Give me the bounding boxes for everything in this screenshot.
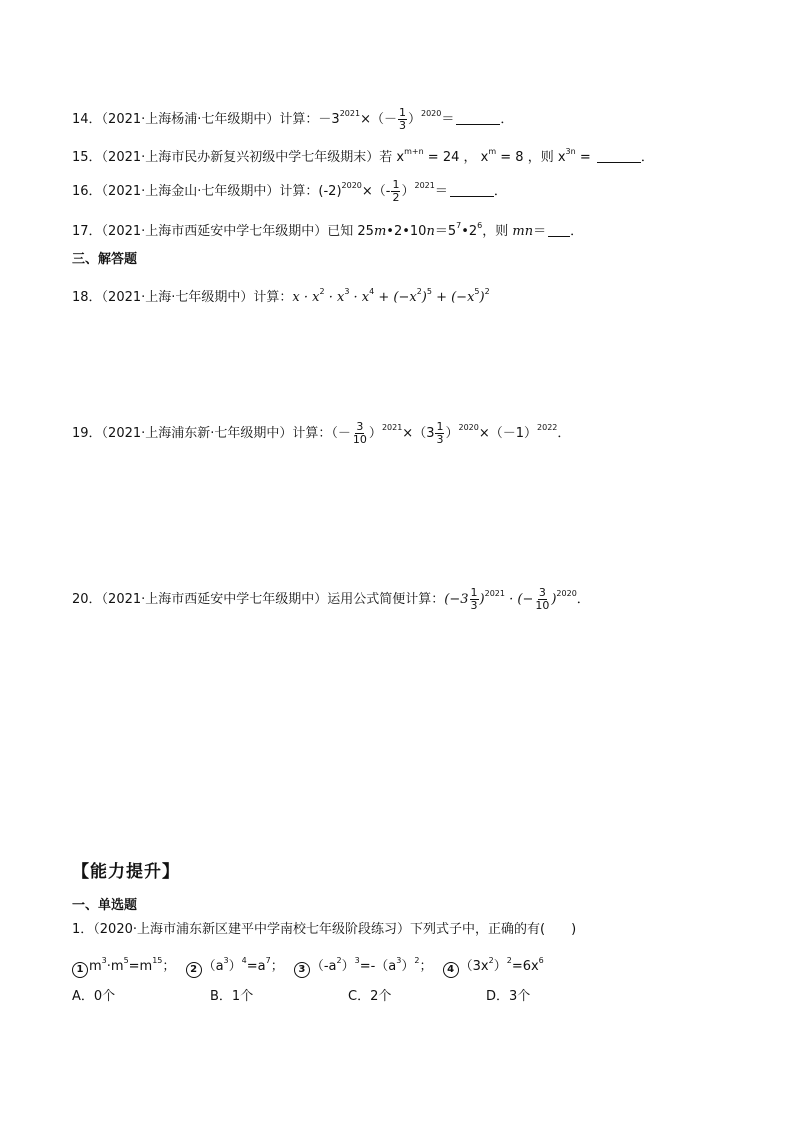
math-text: ＝	[441, 112, 455, 127]
statement-3	[294, 956, 433, 975]
option-a[interactable]: A．0个	[72, 989, 116, 1004]
statement-2	[186, 956, 284, 975]
math-text: ）	[368, 426, 382, 441]
math-text: ×（3	[402, 426, 435, 441]
exponent: 2020	[556, 589, 577, 598]
question-source: （2021·上海市西延安中学七年级期中）	[101, 592, 328, 607]
statement-1	[72, 956, 176, 975]
question-number: 18．	[72, 290, 102, 305]
math-text: ＝	[434, 184, 448, 199]
question-prompt: 运用公式简便计算：	[327, 592, 445, 607]
fraction	[470, 587, 479, 612]
circled-number-icon: 3	[294, 962, 310, 978]
math-text: ×（-	[361, 184, 391, 199]
answer-blank[interactable]	[597, 150, 641, 163]
exponent: 2021	[339, 109, 361, 118]
exponent: 2	[416, 287, 422, 296]
question-prompt: 下列式子中，正确的有( )	[410, 922, 577, 937]
numerator: 1	[436, 420, 444, 433]
period: ．	[493, 184, 507, 199]
denominator: 2	[392, 191, 400, 204]
question-source: （2021·上海市西延安中学七年级期中）	[101, 224, 328, 239]
exponent: 2021	[381, 423, 403, 432]
exponent: 3	[354, 956, 360, 965]
numerator: 1	[470, 586, 478, 599]
math-text: •2	[461, 224, 478, 239]
exponent: 3	[344, 287, 350, 296]
math-text: 计算：（－	[292, 426, 351, 441]
math-text: ×（－1）	[478, 426, 538, 441]
math-text: •2•10	[386, 224, 427, 239]
math-text: －3	[318, 112, 340, 127]
question-16	[72, 176, 507, 204]
question-prompt: 计算：	[279, 184, 319, 199]
math-text: =6x	[511, 959, 539, 974]
exponent: 2	[414, 956, 420, 965]
period: ．	[640, 150, 654, 165]
math-text: 若 x	[379, 150, 405, 165]
exponent: 2	[506, 956, 512, 965]
section-heading-answer-questions: 三、解答题	[72, 252, 138, 267]
math-text: ）	[493, 959, 507, 974]
math-text: =-（a	[359, 959, 397, 974]
statement-4	[443, 956, 544, 975]
exponent: 3	[223, 956, 229, 965]
math-text: )	[479, 592, 485, 607]
numerator: 3	[356, 420, 364, 433]
exponent: 4	[241, 956, 247, 965]
question-number: 14．	[72, 112, 102, 127]
option-d[interactable]: D．3个	[486, 989, 531, 1004]
question-number: 1．	[72, 922, 94, 937]
math-text: ；	[162, 959, 176, 974]
exponent: 6	[477, 221, 483, 230]
math-text: ）	[228, 959, 242, 974]
math-text: ）	[341, 959, 355, 974]
section-title-ability: 【能力提升】	[72, 862, 180, 882]
math-text: ）	[401, 184, 415, 199]
denominator: 3	[436, 433, 444, 446]
question-number: 19．	[72, 426, 102, 441]
question-17	[72, 216, 583, 242]
math-text: = 8 ，则 x	[496, 150, 566, 165]
question-source: （2021·上海浦东新·七年级期中）	[101, 426, 293, 441]
math-text: =	[575, 150, 595, 165]
exponent: 2	[336, 956, 342, 965]
fraction	[391, 179, 400, 204]
math-text: · (−	[504, 592, 534, 607]
exponent: 7	[456, 221, 462, 230]
exponent: 3	[101, 956, 107, 965]
math-text: ＝	[533, 224, 547, 239]
question-number: 16．	[72, 184, 102, 199]
variable: m	[373, 224, 387, 239]
circled-number-icon: 2	[186, 962, 202, 978]
math-text: · x	[349, 290, 370, 305]
numerator: 1	[392, 178, 400, 191]
exponent: 7	[265, 956, 271, 965]
question-18	[72, 282, 490, 308]
question-source: （2021·上海金山·七年级期中）	[101, 184, 280, 199]
math-text: ；	[419, 959, 433, 974]
question-14	[72, 104, 513, 132]
math-text: ）	[407, 112, 421, 127]
numerator: 1	[398, 106, 406, 119]
exponent: 3n	[565, 147, 576, 156]
question-source: （2020·上海市浦东新区建平中学南校七年级阶段练习）	[93, 922, 410, 937]
exponent: 5	[123, 956, 129, 965]
question-20	[72, 584, 590, 612]
exponent: 4	[369, 287, 375, 296]
math-text: =a	[246, 959, 266, 974]
math-text: )	[479, 290, 485, 305]
math-text: (-2)	[318, 184, 342, 199]
exponent: 2022	[537, 423, 558, 432]
period: ．	[500, 112, 514, 127]
circled-number-icon: 4	[443, 962, 459, 978]
math-text: + (−x	[374, 290, 417, 305]
exponent: 2020	[420, 109, 442, 118]
math-text: ；	[270, 959, 284, 974]
period: ．	[570, 224, 584, 239]
math-text: 已知 25	[327, 224, 374, 239]
question-source: （2021·上海杨浦·七年级期中）	[101, 112, 280, 127]
section-heading-single-choice: 一、单选题	[72, 898, 138, 913]
question-source: （2021·上海市民办新复兴初级中学七年级期末）	[101, 150, 380, 165]
math-text: （-a	[310, 959, 337, 974]
exponent: 2	[488, 956, 494, 965]
fraction	[435, 421, 444, 446]
question-prompt: 计算：	[253, 290, 293, 305]
math-text: · x	[324, 290, 345, 305]
exponent: m	[488, 147, 497, 156]
math-text: )	[551, 592, 557, 607]
period: ．	[557, 426, 571, 441]
math-text: + (−x	[431, 290, 475, 305]
exponent: 6	[538, 956, 544, 965]
option-c[interactable]: C．2个	[348, 989, 392, 1004]
exponent: 2021	[414, 181, 435, 190]
question-19	[72, 418, 570, 446]
math-text: ）	[401, 959, 415, 974]
question-15	[72, 142, 654, 168]
denominator: 3	[470, 599, 478, 612]
exponent: 2021	[484, 589, 505, 598]
option-b[interactable]: B．1个	[210, 989, 254, 1004]
numerator: 3	[538, 586, 546, 599]
math-text: = 24 ， x	[423, 150, 489, 165]
answer-blank[interactable]	[456, 112, 500, 125]
exponent: 5	[426, 287, 432, 296]
exponent: 2	[484, 287, 490, 296]
denominator: 10	[535, 599, 550, 612]
math-text: （3x	[459, 959, 489, 974]
fraction	[534, 587, 550, 612]
exponent: 2020	[458, 423, 479, 432]
math-text: =m	[128, 959, 153, 974]
exponent: m+n	[404, 147, 424, 156]
exponent: 15	[152, 956, 163, 965]
math-text: ＝5	[434, 224, 457, 239]
math-text: (−3	[444, 592, 469, 607]
period: ．	[576, 592, 590, 607]
question-1-statements	[72, 951, 544, 978]
denominator: 3	[398, 119, 406, 132]
math-text: ，则	[482, 224, 513, 239]
variable: mn	[512, 224, 534, 239]
fraction	[398, 107, 407, 132]
math-text: x · x	[292, 290, 320, 305]
math-text: ）	[445, 426, 459, 441]
math-text: ×（－	[360, 112, 397, 127]
question-number: 20．	[72, 592, 102, 607]
question-number: 17．	[72, 224, 102, 239]
exponent: 3	[396, 956, 402, 965]
exponent: 2020	[341, 181, 362, 190]
math-text: )	[421, 290, 427, 305]
question-prompt: 计算：	[279, 112, 319, 127]
question-number: 15．	[72, 150, 102, 165]
exponent: 2	[319, 287, 325, 296]
math-text: （a	[202, 959, 224, 974]
math-text: m	[89, 959, 102, 974]
answer-blank[interactable]	[450, 184, 494, 197]
denominator: 10	[352, 433, 367, 446]
question-source: （2021·上海·七年级期中）	[101, 290, 254, 305]
fraction	[352, 421, 368, 446]
math-text: ·m	[106, 959, 124, 974]
exponent: 5	[474, 287, 480, 296]
answer-blank[interactable]	[548, 224, 570, 237]
question-1	[72, 920, 576, 940]
circled-number-icon: 1	[72, 962, 88, 978]
variable: n	[426, 224, 435, 239]
